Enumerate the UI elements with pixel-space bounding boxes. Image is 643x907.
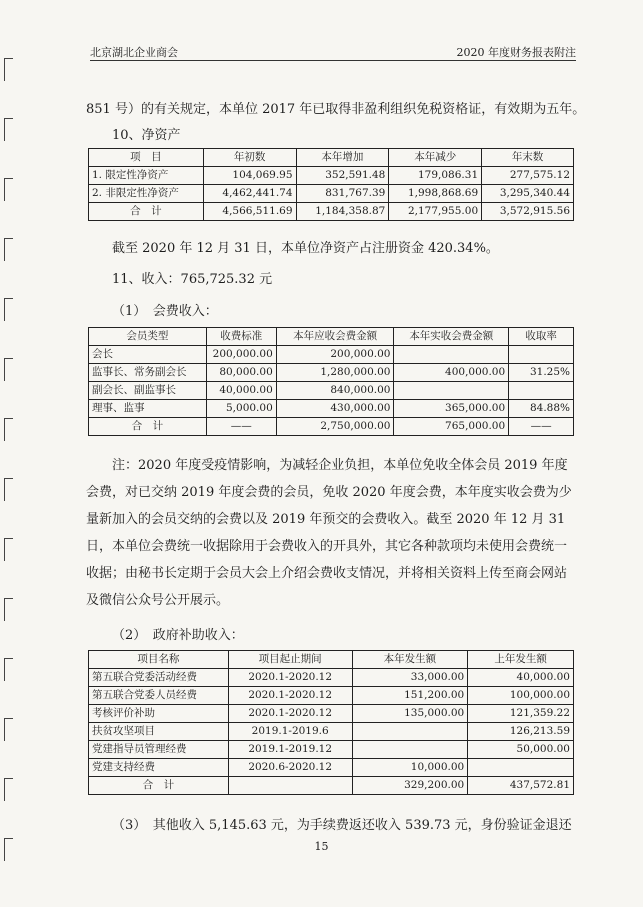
col-header: 会员类型 <box>89 328 207 346</box>
table-cell: 5,000.00 <box>206 400 276 418</box>
table-row <box>89 382 574 400</box>
table-cell: 2. 非限定性净资产 <box>89 185 204 203</box>
table-cell: 第五联合党委人员经费 <box>89 687 229 705</box>
table-cell: 329,200.00 <box>352 777 468 795</box>
table-row <box>89 346 574 364</box>
col-header: 项目起止期间 <box>228 651 352 669</box>
table-cell: —— <box>509 418 574 436</box>
table-cell <box>228 777 352 795</box>
col-header: 项 目 <box>89 149 204 167</box>
table-cell: 1,280,000.00 <box>276 364 394 382</box>
table-total-row <box>89 777 574 795</box>
table-cell: 179,086.31 <box>389 167 482 185</box>
binding-marks <box>0 0 14 907</box>
table-cell: 理事、监事 <box>89 400 207 418</box>
table-cell: 400,000.00 <box>394 364 509 382</box>
text-line-1: 851 号）的有关规定，本单位 2017 年已取得非盈利组织免税资格证，有效期为五年。 <box>86 102 586 117</box>
table-cell <box>509 382 574 400</box>
table-cell: 4,462,441.74 <box>203 185 296 203</box>
table-cell: 200,000.00 <box>276 346 394 364</box>
table-cell: 33,000.00 <box>352 669 468 687</box>
table-cell: 437,572.81 <box>468 777 574 795</box>
table-cell: 2019.1-2019.12 <box>228 741 352 759</box>
table-cell: 50,000.00 <box>468 741 574 759</box>
table-cell: 副会长、副监事长 <box>89 382 207 400</box>
net-assets-table <box>88 148 574 221</box>
page-header <box>90 44 576 61</box>
col-header: 年初数 <box>203 149 296 167</box>
table-cell: 840,000.00 <box>276 382 394 400</box>
table-cell: 2020.1-2020.12 <box>228 705 352 723</box>
membership-fee-table <box>88 327 574 436</box>
col-header: 年末数 <box>482 149 574 167</box>
header-org: 北京湖北企业商会 <box>90 46 178 59</box>
col-header: 收费标准 <box>206 328 276 346</box>
table-row <box>89 167 574 185</box>
table-cell: 121,359.22 <box>468 705 574 723</box>
table-cell: 2,750,000.00 <box>276 418 394 436</box>
table-cell: 1,184,358.87 <box>296 203 389 221</box>
col-header: 项目名称 <box>89 651 229 669</box>
table-cell: 党建指导员管理经费 <box>89 741 229 759</box>
table-cell <box>394 346 509 364</box>
col-header: 收取率 <box>509 328 574 346</box>
table-total-row <box>89 418 574 436</box>
table-cell: 277,575.12 <box>482 167 574 185</box>
table-cell <box>352 723 468 741</box>
table-row <box>89 741 574 759</box>
table-cell: 200,000.00 <box>206 346 276 364</box>
table-cell: 合 计 <box>89 777 229 795</box>
membership-fee-heading: （1） 会费收入： <box>112 304 218 319</box>
table-cell: 352,591.48 <box>296 167 389 185</box>
table-cell: 135,000.00 <box>352 705 468 723</box>
government-grant-heading: （2） 政府补助收入： <box>112 628 244 643</box>
table-row <box>89 364 574 382</box>
table-cell: 2019.1-2019.6 <box>228 723 352 741</box>
table-cell: 151,200.00 <box>352 687 468 705</box>
table-cell: 831,767.39 <box>296 185 389 203</box>
table-row <box>89 687 574 705</box>
net-assets-ratio-text: 截至 2020 年 12 月 31 日，本单位净资产占注册资金 420.34%。 <box>112 241 499 256</box>
col-header: 本年应收会费金额 <box>276 328 394 346</box>
table-row <box>89 185 574 203</box>
table-cell: 365,000.00 <box>394 400 509 418</box>
other-income-line: （3） 其他收入 5,145.63 元，为手续费返还收入 539.73 元，身份验证金退还 <box>112 818 572 833</box>
table-row <box>89 759 574 777</box>
table-cell: 4,566,511.69 <box>203 203 296 221</box>
table-cell: 2020.1-2020.12 <box>228 669 352 687</box>
section-10-heading: 10、净资产 <box>112 128 181 143</box>
table-cell <box>352 741 468 759</box>
section-11-heading: 11、收入：765,725.32 元 <box>112 272 273 287</box>
table-cell: 监事长、常务副会长 <box>89 364 207 382</box>
table-cell: 1. 限定性净资产 <box>89 167 204 185</box>
table-cell <box>509 346 574 364</box>
table-cell: 2020.6-2020.12 <box>228 759 352 777</box>
table-cell: 126,213.59 <box>468 723 574 741</box>
table-header-row <box>89 651 574 669</box>
col-header: 本年发生额 <box>352 651 468 669</box>
col-header: 本年减少 <box>389 149 482 167</box>
table-cell: 第五联合党委活动经费 <box>89 669 229 687</box>
table-header-row <box>89 328 574 346</box>
table-cell: 40,000.00 <box>468 669 574 687</box>
table-header-row <box>89 149 574 167</box>
table-cell: 31.25% <box>509 364 574 382</box>
table-cell: 2020.1-2020.12 <box>228 687 352 705</box>
table-total-row <box>89 203 574 221</box>
table-cell: 84.88% <box>509 400 574 418</box>
col-header: 本年实收会费金额 <box>394 328 509 346</box>
table-row <box>89 723 574 741</box>
table-cell: 104,069.95 <box>203 167 296 185</box>
page-number: 15 <box>314 840 329 853</box>
table-cell: 合 计 <box>89 418 207 436</box>
table-row <box>89 705 574 723</box>
table-cell: 1,998,868.69 <box>389 185 482 203</box>
table-cell: 765,000.00 <box>394 418 509 436</box>
header-title: 2020 年度财务报表附注 <box>456 46 576 59</box>
table-cell <box>468 759 574 777</box>
table-cell: 3,572,915.56 <box>482 203 574 221</box>
table-cell: 10,000.00 <box>352 759 468 777</box>
table-cell: 党建支持经费 <box>89 759 229 777</box>
government-grant-table <box>88 650 574 795</box>
col-header: 上年发生额 <box>468 651 574 669</box>
table-cell: 会长 <box>89 346 207 364</box>
table-row <box>89 669 574 687</box>
table-cell: 100,000.00 <box>468 687 574 705</box>
table-row <box>89 400 574 418</box>
table-cell: 2,177,955.00 <box>389 203 482 221</box>
col-header: 本年增加 <box>296 149 389 167</box>
table-cell: 扶贫攻坚项目 <box>89 723 229 741</box>
table-cell: 40,000.00 <box>206 382 276 400</box>
fee-note-paragraph: 注：2020 年度受疫情影响，为减轻企业负担，本单位免收全体会员 2019 年度会费，对已交纳 2019 年度会费的会员，免收 2020 年度会费，本年度实收会费为少量新加入的会员交纳的会费以及 2019 年预交的会费收入。截至 2020 年 12 月 31 日，本单位会费统一收据除用于会费收入的开具外，其它各种款项均未使用会费统一收据；由秘书长定期于会员大会上介绍会费收支情况，并将相关资料上传至商会网站及微信公众号公开展示。 <box>86 458 572 608</box>
table-cell: 80,000.00 <box>206 364 276 382</box>
table-cell: —— <box>206 418 276 436</box>
table-cell: 合 计 <box>89 203 204 221</box>
table-cell: 3,295,340.44 <box>482 185 574 203</box>
table-cell: 考核评价补助 <box>89 705 229 723</box>
table-cell <box>394 382 509 400</box>
table-cell: 430,000.00 <box>276 400 394 418</box>
